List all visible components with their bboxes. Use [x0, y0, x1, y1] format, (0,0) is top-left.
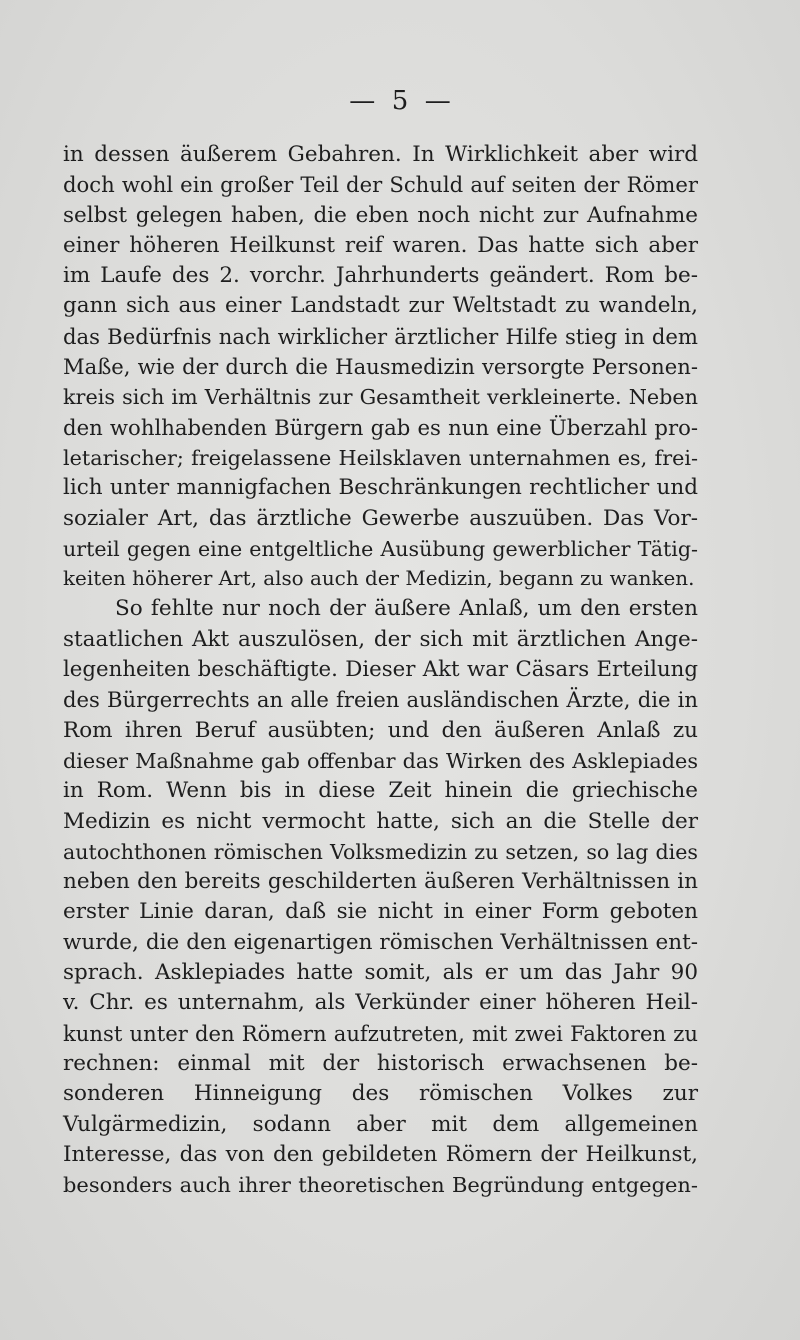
body-text: [63, 140, 698, 1200]
text-line: Maße, wie der durch die Hausmedizin versorgte Personen-: [63, 354, 698, 380]
text-line: erster Linie daran, daß sie nicht in einer Form geboten: [63, 899, 698, 925]
text-line: sonderen Hinneigung des römischen Volkes zur: [63, 1081, 698, 1107]
text-line: Vulgärmedizin, sodann aber mit dem allgemeinen: [63, 1111, 698, 1137]
text-line: in dessen äußerem Gebahren. In Wirklichkeit aber wird: [63, 142, 698, 167]
text-line: im Laufe des 2. vorchr. Jahrhunderts geändert. Rom be-: [63, 263, 698, 289]
text-line: gann sich aus einer Landstadt zur Weltstadt zu wandeln,: [63, 293, 698, 319]
text-line: sozialer Art, das ärztliche Gewerbe auszuüben. Das Vor-: [63, 505, 698, 531]
text-line: So fehlte nur noch der äußere Anlaß, um den ersten: [115, 596, 698, 622]
text-line: einer höheren Heilkunst reif waren. Das hatte sich aber: [63, 232, 698, 258]
text-line: kreis sich im Verhältnis zur Gesamtheit verkleinerte. Neben: [63, 385, 698, 410]
text-line: des Bürgerrechts an alle freien ausländischen Ärzte, die in: [63, 687, 698, 713]
text-line: dieser Maßnahme gab offenbar das Wirken des Asklepiades: [63, 748, 698, 773]
text-line: das Bedürfnis nach wirklicher ärztlicher Hilfe stieg in dem: [63, 323, 698, 349]
text-line: in Rom. Wenn bis in diese Zeit hinein die griechische: [63, 778, 698, 804]
text-line: besonders auch ihrer theoretischen Begründung entgegen-: [63, 1173, 698, 1198]
text-line: sprach. Asklepiades hatte somit, als er um das Jahr 90: [63, 960, 698, 986]
text-line: staatlichen Akt auszulösen, der sich mit ärztlichen Ange-: [63, 626, 698, 652]
text-line: letarischer; freigelassene Heilsklaven unternahmen es, frei-: [63, 445, 698, 470]
text-line: kunst unter den Römern aufzutreten, mit zwei Faktoren zu: [63, 1020, 698, 1046]
text-line: wurde, die den eigenartigen römischen Verhältnissen ent-: [63, 929, 698, 955]
text-line: lich unter mannigfachen Beschränkungen rechtlicher und: [63, 475, 698, 501]
page-number: — 5 —: [349, 86, 451, 116]
text-line: selbst gelegen haben, die eben noch nicht zur Aufnahme: [63, 202, 698, 228]
text-line: keiten höherer Art, also auch der Medizin, begann zu wanken.: [63, 567, 695, 591]
text-line: legenheiten beschäftigte. Dieser Akt war Cäsars Erteilung: [63, 657, 698, 683]
text-line: Interesse, das von den gebildeten Römern der Heilkunst,: [63, 1141, 698, 1167]
text-line: autochthonen römischen Volksmedizin zu setzen, so lag dies: [63, 839, 698, 864]
text-line: urteil gegen eine entgeltliche Ausübung gewerblicher Tätig-: [63, 536, 698, 561]
text-line: doch wohl ein großer Teil der Schuld auf seiten der Römer: [63, 172, 698, 198]
text-line: rechnen: einmal mit der historisch erwachsenen be-: [63, 1050, 698, 1076]
text-line: Rom ihren Beruf ausübten; und den äußeren Anlaß zu: [63, 717, 698, 743]
text-line: Medizin es nicht vermocht hatte, sich an die Stelle der: [63, 808, 698, 834]
text-line: v. Chr. es unternahm, als Verkünder einer höheren Heil-: [63, 990, 698, 1016]
text-line: neben den bereits geschilderten äußeren Verhältnissen in: [63, 869, 698, 895]
text-line: den wohlhabenden Bürgern gab es nun eine Überzahl pro-: [63, 414, 698, 440]
